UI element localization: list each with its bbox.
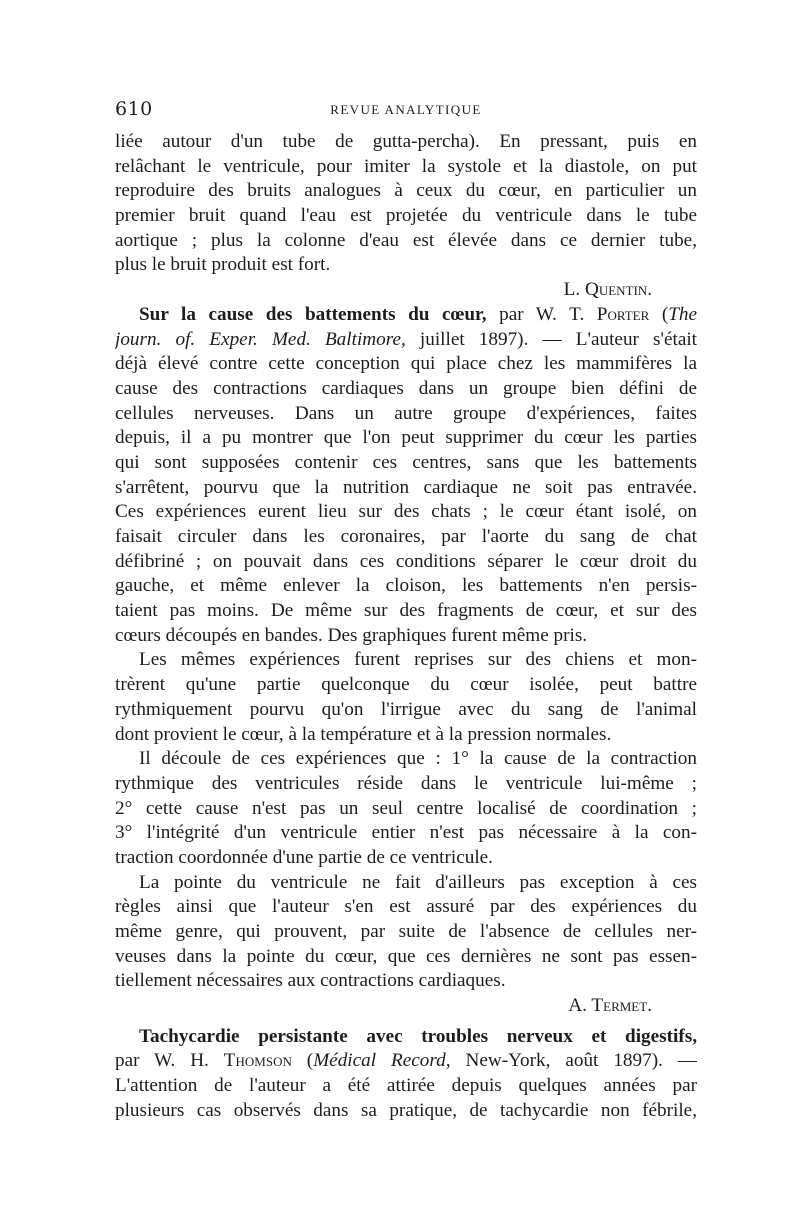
- text-line: Les mêmes expériences furent reprises sur des chiens et mon-: [139, 649, 697, 671]
- text-line: qui sont supposées contenir ces centres, sans que les battements: [115, 451, 697, 473]
- text-line: cœurs découpés en bandes. Des graphiques furent même pris.: [115, 624, 588, 646]
- text-line: gauche, et même enlever la cloison, les battements n'en persis-: [115, 575, 697, 597]
- source-title: The: [668, 303, 697, 325]
- source-open: (: [291, 1050, 314, 1072]
- text-line: règles ainsi que l'auteur s'en est assuré par des expériences du: [115, 896, 697, 918]
- text-line: faisait circuler dans les coronaires, par l'aorte du sang de chat: [115, 526, 697, 547]
- paragraph-conclusions: [115, 747, 697, 870]
- text-line: premier bruit quand l'eau est projetée du ventricule dans le tube: [115, 205, 697, 227]
- text-line: rythmiquement pourvu qu'on l'irrigue avec du sang de l'animal: [115, 698, 697, 720]
- page-body: [115, 130, 697, 1124]
- text-line: [115, 1049, 697, 1074]
- paragraph-dogs: [115, 648, 697, 747]
- text-line: plus le bruit produit est fort.: [115, 254, 331, 276]
- text-line: déjà élevé contre cette conception qui place chez les mammifères la: [115, 353, 697, 375]
- signature-quentin: L. Quentin.: [563, 279, 652, 301]
- paragraph-1: [115, 130, 697, 278]
- text-line: rythmique des ventricules réside dans le ventricule lui-même ;: [115, 772, 697, 794]
- text-line: 2° cette cause n'est pas un seul centre localisé de coordination ;: [115, 797, 697, 819]
- text-line: plusieurs cas observés dans sa pratique, de tachycardie non fébrile,: [115, 1099, 697, 1121]
- page-header: [115, 98, 697, 124]
- text-line: même genre, qui prouvent, par suite de l'absence de cellules ner-: [115, 921, 697, 942]
- text-line: relâchant le ventricule, pour imiter la systole et la diastole, on put: [115, 155, 697, 177]
- article-porter: [115, 303, 697, 649]
- text-line: cause des contractions cardiaques dans un groupe bien défini de: [115, 377, 697, 399]
- text-line: défibriné ; on pouvait dans ces conditions séparer le cœur droit du: [115, 550, 697, 572]
- source-title: Médical Record,: [313, 1050, 451, 1072]
- text-line: L'attention de l'auteur a été attirée depuis quelques années par: [115, 1075, 697, 1097]
- source-open: (: [649, 303, 669, 325]
- signature-termet: A. Termet.: [568, 995, 652, 1017]
- journal-name: journ. of. Exper. Med. Baltimore,: [115, 328, 406, 350]
- text-line: Ces expériences eurent lieu sur des chats ; le cœur étant isolé, on: [115, 501, 697, 523]
- text-line: s'arrêtent, pourvu que la nutrition cardiaque ne soit pas entravée.: [115, 476, 697, 498]
- text-line: reproduire des bruits analogues à ceux du cœur, en particulier un: [115, 180, 697, 202]
- paragraph-apex: [115, 871, 697, 994]
- text-line: traction coordonnée d'une partie de ce ventricule.: [115, 846, 493, 868]
- text-line: depuis, il a pu montrer que l'on peut supprimer du cœur les parties: [115, 427, 697, 449]
- text-fragment: New-York, août 1897). —: [450, 1050, 697, 1072]
- text-line: La pointe du ventricule ne fait d'ailleurs pas exception à ces: [139, 871, 697, 893]
- byline: par W. H.: [115, 1050, 224, 1072]
- text-line: 3° l'intégrité d'un ventricule entier n'est pas nécessaire à la con-: [115, 822, 697, 844]
- text-line: dont provient le cœur, à la température et à la pression normales.: [115, 723, 612, 745]
- byline: par W. T.: [486, 303, 597, 325]
- author-name: Thomson: [223, 1050, 292, 1072]
- article-title: Tachycardie persistante avec troubles nerveux et digestifs,: [139, 1025, 697, 1047]
- running-head: REVUE ANALYTIQUE: [330, 102, 482, 117]
- text-line: taient pas moins. De même sur des fragments de cœur, et sur des: [115, 600, 697, 622]
- text-fragment: juillet 1897). — L'auteur s'était: [405, 328, 697, 350]
- page-number: 610: [115, 98, 153, 120]
- text-line: [115, 328, 697, 353]
- author-name: Porter: [596, 303, 650, 325]
- text-line: liée autour d'un tube de gutta-percha). En pressant, puis en: [115, 131, 697, 152]
- article-thomson: [115, 1025, 697, 1124]
- article-heading-line: [115, 303, 697, 328]
- text-line: trèrent qu'une partie quelconque du cœur isolée, peut battre: [115, 674, 697, 696]
- text-line: Il découle de ces expériences que : 1° la cause de la contraction: [139, 748, 697, 770]
- text-line: tiellement nécessaires aux contractions cardiaques.: [115, 970, 506, 992]
- text-line: aortique ; plus la colonne d'eau est élevée dans ce dernier tube,: [115, 229, 697, 251]
- text-line: veuses dans la pointe du cœur, que ces dernières ne sont pas essen-: [115, 945, 697, 967]
- article-title: Sur la cause des battements du cœur,: [139, 303, 487, 325]
- text-line: cellules nerveuses. Dans un autre groupe d'expériences, faites: [115, 402, 697, 424]
